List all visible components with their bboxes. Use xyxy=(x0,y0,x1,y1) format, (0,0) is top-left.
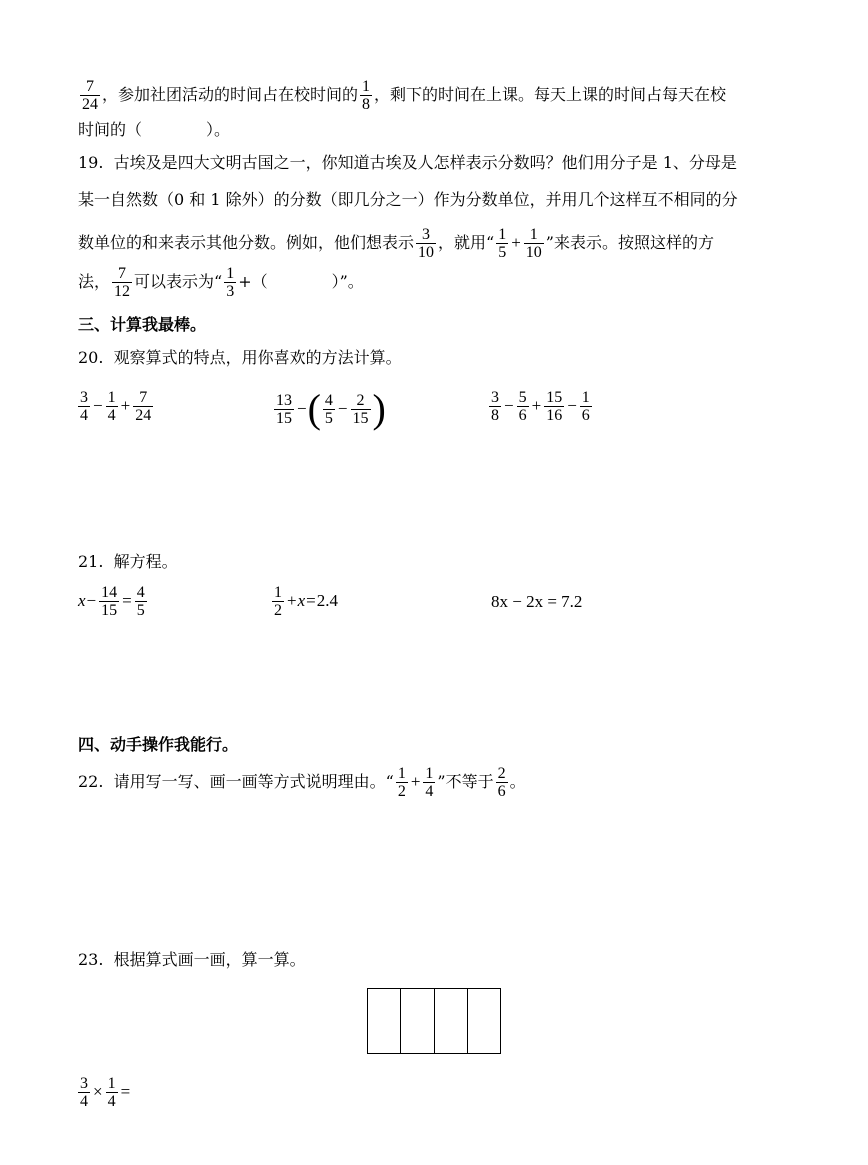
fraction: $\frac{1}{8}$ xyxy=(362,78,371,113)
grid-cell xyxy=(401,989,434,1053)
drawing-grid xyxy=(367,988,501,1054)
question-number: 19. xyxy=(78,153,104,172)
grid-cell xyxy=(435,989,468,1053)
q18-text1: ，参加社团活动的时间占在校时间的 xyxy=(102,85,359,104)
q19-text: +（ ）”。 xyxy=(238,272,364,291)
question-number: 20. xyxy=(78,348,104,367)
fraction: $\frac{3}{10}$ xyxy=(418,226,435,261)
q21-text: 解方程。 xyxy=(113,552,178,571)
q18-line1 xyxy=(78,78,726,113)
q22-text: ”不等于 xyxy=(437,772,494,791)
fraction: $\frac{7}{24}$ xyxy=(82,78,98,113)
question-number: 22. xyxy=(78,772,104,791)
q19-text: 法， xyxy=(78,272,111,291)
q23-prompt xyxy=(78,950,306,970)
q20-prompt xyxy=(78,348,402,368)
q19-text: 数单位的和来表示其他分数。例如，他们想表示 xyxy=(78,233,415,252)
q22-text: 。 xyxy=(509,772,526,791)
equation-1: x− $\frac{14}{15}$ = $\frac{4}{5}$ xyxy=(78,584,145,619)
section-heading: 三、计算我最棒。 xyxy=(78,315,207,334)
q18-text3: 时间的（ ）。 xyxy=(78,120,231,139)
q19-line3: 数单位的和来表示其他分数。例如，他们想表示 $\frac{3}{10}$ ，就用“ $\frac{1}{5}$ + $\frac{1}{10}$ ”来表示。按照这样的方 xyxy=(78,226,714,261)
q22-text: 请用写一写、画一画等方式说明理由。“ xyxy=(113,772,394,791)
equation-2: $\frac{1}{2}$ +x=2.4 xyxy=(274,584,338,619)
q22-prompt: 22. 请用写一写、画一画等方式说明理由。“ $\frac{1}{2}$ + $\frac{1}{4}$ ”不等于 $\frac{2}{6}$ 。 xyxy=(78,765,526,800)
q19-text: 可以表示为“ xyxy=(134,272,223,291)
q19-line4 xyxy=(78,265,364,300)
equation-3: 8x − 2x = 7.2 xyxy=(491,592,583,611)
expression-2: $\frac{13}{15}$ −( $\frac{4}{5}$ − $\frac{2}{15}$ ) xyxy=(276,386,386,431)
question-number: 23. xyxy=(78,950,104,969)
q21-prompt xyxy=(78,552,178,572)
section-heading: 四、动手操作我能行。 xyxy=(78,735,239,754)
fraction: $\frac{7}{12}$ xyxy=(114,265,131,300)
q19-text: ”来表示。按照这样的方 xyxy=(545,233,714,252)
grid-cell xyxy=(368,989,401,1053)
fraction: $\frac{1}{3}$ xyxy=(226,265,235,300)
q18-line2 xyxy=(78,120,230,140)
q19-text: ，就用“ xyxy=(438,233,495,252)
q19-text: 某一自然数（0 和 1 除外）的分数（即几分之一）作为分数单位，并用几个这样互不相同的分 xyxy=(78,190,738,209)
fraction: $\frac{1}{10}$ xyxy=(525,226,542,261)
question-number: 21. xyxy=(78,552,104,571)
fraction: $\frac{1}{5}$ xyxy=(498,226,507,261)
expression-3: $\frac{3}{8}$ − $\frac{5}{6}$ + $\frac{15}{16}$ − $\frac{1}{6}$ xyxy=(491,389,590,424)
expression-1: $\frac{3}{4}$ − $\frac{1}{4}$ + $\frac{7}{24}$ xyxy=(80,389,152,424)
q19-line2 xyxy=(78,190,738,210)
grid-cell xyxy=(468,989,500,1053)
q20-text: 观察算式的特点，用你喜欢的方法计算。 xyxy=(113,348,402,367)
q18-text2: ，剩下的时间在上课。每天上课的时间占每天在校 xyxy=(374,85,727,104)
q19-text: 古埃及是四大文明古国之一，你知道古埃及人怎样表示分数吗？他们用分子是 1、分母是 xyxy=(113,153,737,172)
q19-line1 xyxy=(78,153,737,173)
q23-text: 根据算式画一画，算一算。 xyxy=(113,950,306,969)
q23-expression: $\frac{3}{4}$ × $\frac{1}{4}$ = xyxy=(80,1075,131,1110)
